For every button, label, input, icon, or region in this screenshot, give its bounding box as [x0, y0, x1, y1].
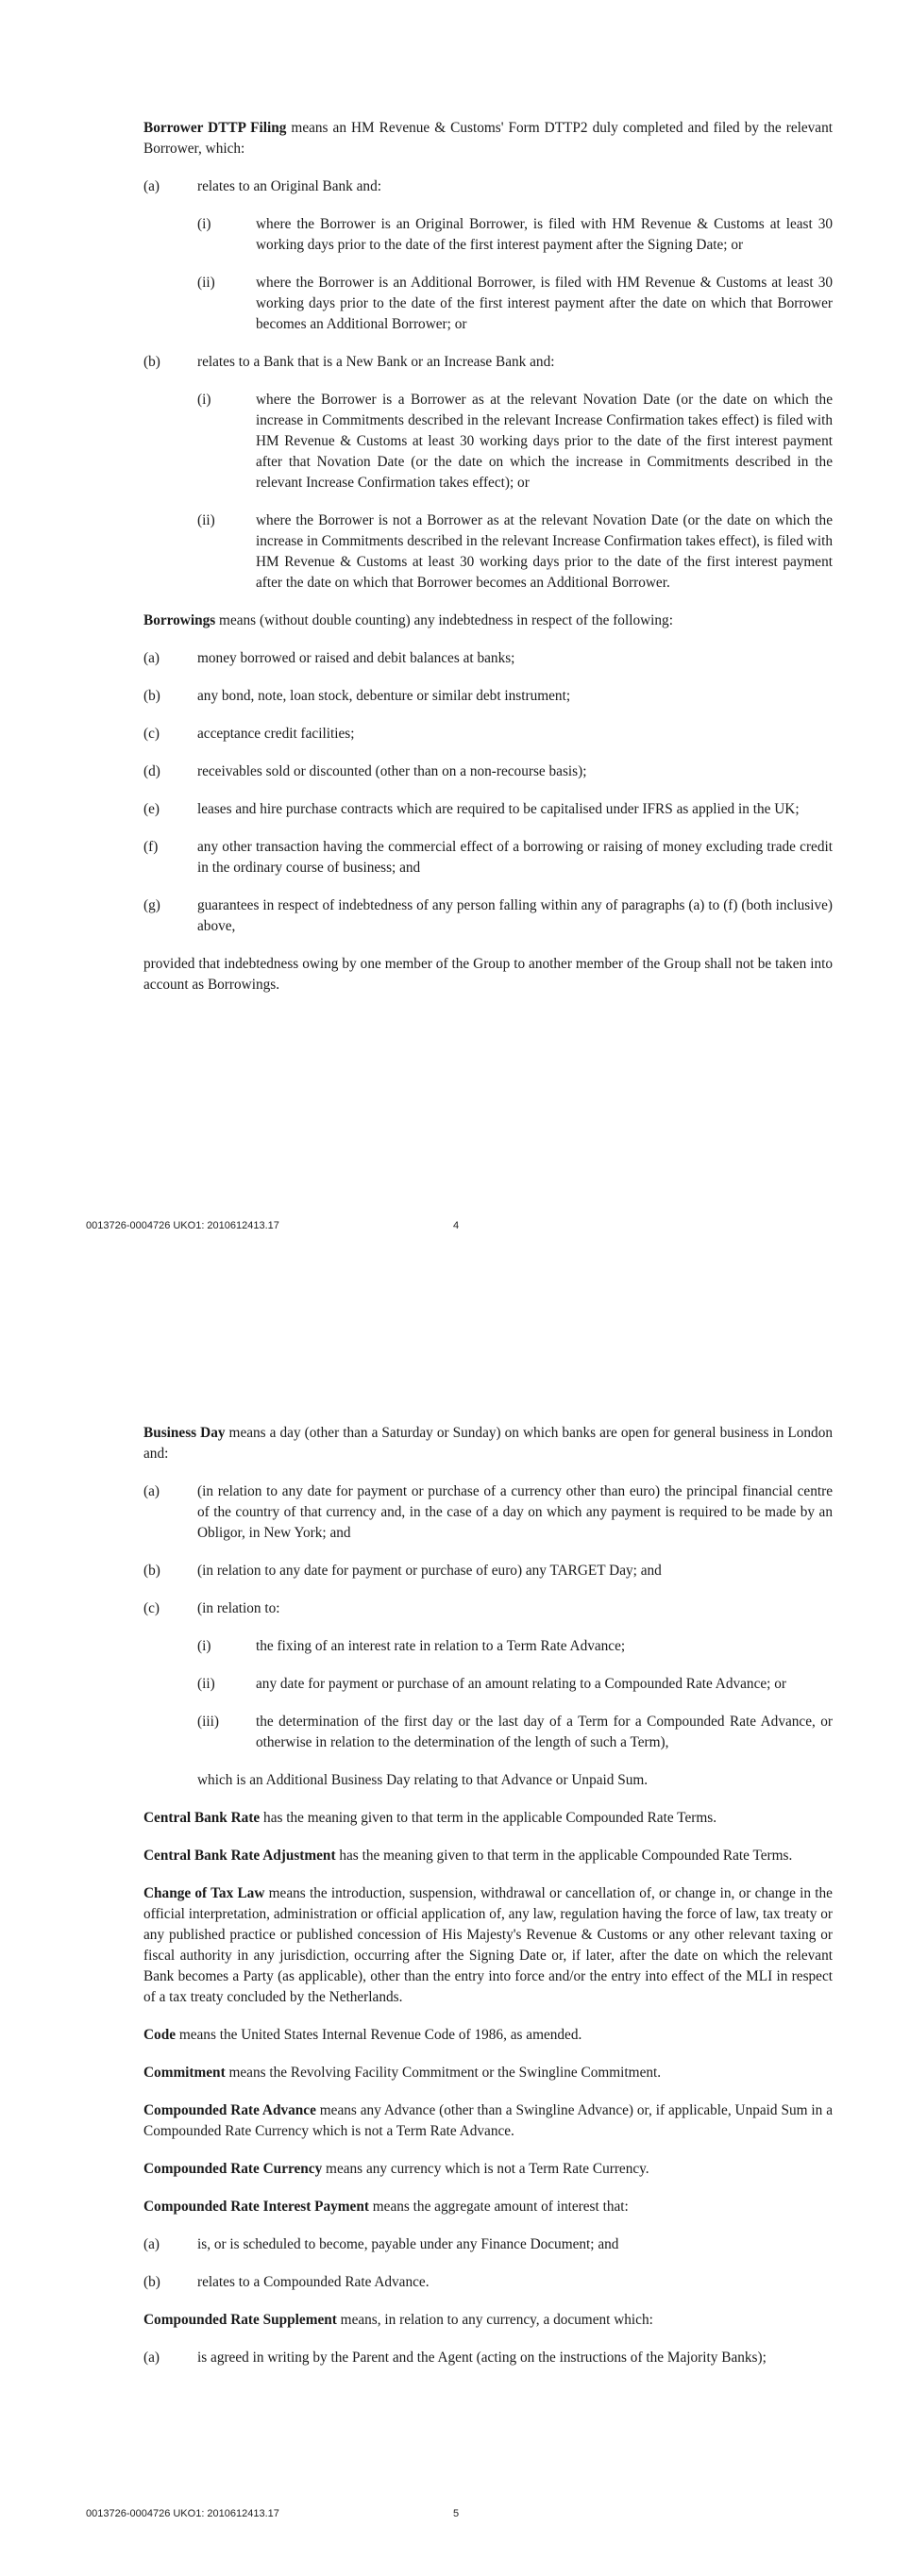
- item-label: (d): [143, 763, 160, 779]
- sub-item-text: where the Borrower is a Borrower as at the relevant Novation Date (or the date on which the increase in Commitments described in the relevant Increase Confirmation takes effect) is filed with HM Revenue & Customs at least 30 working days prior to the date of the first interest payment after that Novation Date (or the date on which the increase in Commitments described in the relevant Increase Confirmation takes effect); or: [256, 392, 833, 491]
- sub-item: [143, 390, 833, 493]
- defined-term: Compounded Rate Supplement: [143, 2312, 337, 2328]
- definition-text: has the meaning given to that term in the applicable Compounded Rate Terms.: [260, 1810, 717, 1826]
- list-item: [143, 1598, 833, 1619]
- sub-item-label: (i): [197, 392, 211, 408]
- list-item: [143, 799, 833, 820]
- document-reference: 0013726-0004726 UKO1: 2010612413.17: [86, 2508, 279, 2519]
- list-item: [143, 2234, 833, 2255]
- definition-text: means, in relation to any currency, a document which:: [336, 2312, 653, 2328]
- item-label: (c): [143, 726, 160, 742]
- page-5-body: [143, 1423, 833, 2385]
- sub-item: [143, 273, 833, 335]
- list-item: [143, 1481, 833, 1544]
- definition-code: [143, 2025, 833, 2046]
- item-text: (in relation to:: [197, 1600, 280, 1616]
- list-item: [143, 1561, 833, 1581]
- page-footer: [86, 2508, 558, 2523]
- sub-item-text: any date for payment or purchase of an amount relating to a Compounded Rate Advance; or: [256, 1676, 786, 1692]
- list-item: [143, 352, 833, 373]
- sub-item-text: where the Borrower is an Additional Borrower, is filed with HM Revenue & Customs at least 30 working days prior to the date of the first interest payment after the date on which that Borrower becomes an Additional Borrower; or: [256, 275, 833, 332]
- sub-item: [143, 1712, 833, 1753]
- item-label: (a): [143, 2350, 160, 2366]
- definition-text: means any Advance (other than a Swingline Advance) or, if applicable, Unpaid Sum in a Compounded Rate Currency which is not a Term Rate Advance.: [143, 2102, 834, 2139]
- page-footer: [86, 1220, 558, 1235]
- borrowings-proviso: provided that indebtedness owing by one member of the Group to another member of the Group shall not be taken into account as Borrowings.: [143, 956, 833, 993]
- definition-business-day: [143, 1423, 833, 1464]
- sub-item-text: the determination of the first day or the last day of a Term for a Compounded Rate Advance, or otherwise in relation to the determination of the length of such a Term),: [256, 1714, 833, 1750]
- defined-term: Code: [143, 2027, 176, 2043]
- defined-term: Borrower DTTP Filing: [143, 120, 287, 136]
- definition-text: means (without double counting) any indebtedness in respect of the following:: [215, 612, 673, 628]
- list-item: [143, 2348, 833, 2368]
- item-label: (a): [143, 2236, 160, 2252]
- item-label: (a): [143, 178, 160, 194]
- definition-compounded-rate-supplement: [143, 2310, 833, 2331]
- item-text: any other transaction having the commercial effect of a borrowing or raising of money excluding trade credit in the ordinary course of business; and: [197, 839, 833, 876]
- item-label: (e): [143, 801, 160, 817]
- sub-item-label: (i): [197, 216, 211, 232]
- item-text: leases and hire purchase contracts which are required to be capitalised under IFRS as applied in the UK;: [197, 801, 800, 817]
- sub-item-text: the fixing of an interest rate in relation to a Term Rate Advance;: [256, 1638, 626, 1654]
- list-item: [143, 648, 833, 669]
- definition-central-bank-rate: [143, 1808, 833, 1829]
- document-reference: 0013726-0004726 UKO1: 2010612413.17: [86, 1220, 279, 1231]
- list-item: [143, 761, 833, 782]
- sub-item-text: where the Borrower is not a Borrower as at the relevant Novation Date (or the date on which the increase in Commitments described in the relevant Increase Confirmation takes effect), is filed with HM Revenue & Customs at least 30 working days prior to the date of the first interest payment after the date on which that Borrower becomes an Additional Borrower.: [256, 512, 833, 591]
- document-page-5: [0, 1288, 910, 2576]
- item-text: (in relation to any date for payment or purchase of a currency other than euro) the principal financial centre of the country of that currency and, in the case of a day on which any payment is required to be made by an Obligor, in New York; and: [197, 1483, 833, 1541]
- sub-item-label: (ii): [197, 1676, 215, 1692]
- definition-text: has the meaning given to that term in the applicable Compounded Rate Terms.: [335, 1848, 793, 1864]
- item-text: relates to a Bank that is a New Bank or an Increase Bank and:: [197, 354, 555, 370]
- defined-term: Compounded Rate Currency: [143, 2161, 323, 2177]
- sub-item: [143, 1674, 833, 1695]
- definition-compounded-rate-interest-payment: [143, 2197, 833, 2217]
- item-text: is agreed in writing by the Parent and the Agent (acting on the instructions of the Majority Banks);: [197, 2350, 767, 2366]
- defined-term: Business Day: [143, 1425, 226, 1441]
- definition-change-of-tax-law: [143, 1883, 833, 2008]
- item-label: (g): [143, 897, 160, 913]
- defined-term: Central Bank Rate Adjustment: [143, 1848, 336, 1864]
- item-text: (in relation to any date for payment or purchase of euro) any TARGET Day; and: [197, 1563, 662, 1579]
- definition-text: means the United States Internal Revenue Code of 1986, as amended.: [176, 2027, 582, 2043]
- item-label: (f): [143, 839, 159, 855]
- item-text: receivables sold or discounted (other than on a non-recourse basis);: [197, 763, 587, 779]
- definition-text: means the Revolving Facility Commitment or the Swingline Commitment.: [225, 2065, 662, 2081]
- sub-item: [143, 1636, 833, 1657]
- list-item: [143, 724, 833, 744]
- item-label: (c): [143, 1600, 160, 1616]
- defined-term: Change of Tax Law: [143, 1885, 265, 1901]
- definition-text: means an HM Revenue & Customs' Form DTTP2 duly completed and filed by the relevant Borrower, which:: [143, 120, 833, 157]
- defined-term: Borrowings: [143, 612, 216, 628]
- definition-central-bank-rate-adjustment: [143, 1846, 833, 1866]
- item-text: acceptance credit facilities;: [197, 726, 355, 742]
- item-label: (b): [143, 354, 160, 370]
- sub-item: [143, 214, 833, 256]
- definition-commitment: [143, 2063, 833, 2083]
- definition-text: means the introduction, suspension, withdrawal or cancellation of, or change in, or change in the official interpretation, administration or official application of, any law, regulation having the force of law, tax treaty or any published practice or published concession of His Majesty's Revenue & Customs or any other relevant taxing or fiscal authority in any jurisdiction, occurring after the Signing Date or, if later, after the date on which the relevant Bank becomes a Party (as applicable), other than the entry into force and/or the entry into effect of the MLI in respect of a tax treaty concluded by the Netherlands.: [143, 1885, 833, 2005]
- item-label: (b): [143, 1563, 160, 1579]
- item-text: relates to a Compounded Rate Advance.: [197, 2274, 430, 2290]
- defined-term: Compounded Rate Advance: [143, 2102, 316, 2118]
- list-item: [143, 686, 833, 707]
- sub-item-label: (i): [197, 1638, 211, 1654]
- sub-item-text: where the Borrower is an Original Borrower, is filed with HM Revenue & Customs at least 30 working days prior to the date of the first interest payment after the Signing Date; or: [256, 216, 833, 253]
- business-day-tail: which is an Additional Business Day relating to that Advance or Unpaid Sum.: [197, 1772, 649, 1788]
- sub-item: [143, 510, 833, 594]
- definition-compounded-rate-currency: [143, 2159, 833, 2180]
- item-text: any bond, note, loan stock, debenture or similar debt instrument;: [197, 688, 571, 704]
- item-label: (a): [143, 650, 160, 666]
- definition-text: means any currency which is not a Term Rate Currency.: [322, 2161, 649, 2177]
- item-text: money borrowed or raised and debit balances at banks;: [197, 650, 515, 666]
- list-item: [143, 837, 833, 878]
- definition-text: means the aggregate amount of interest that:: [368, 2199, 629, 2215]
- item-label: (a): [143, 1483, 160, 1499]
- definition-compounded-rate-advance: [143, 2100, 833, 2142]
- item-label: (b): [143, 688, 160, 704]
- item-label: (b): [143, 2274, 160, 2290]
- defined-term: Central Bank Rate: [143, 1810, 261, 1826]
- item-text: guarantees in respect of indebtedness of any person falling within any of paragraphs (a) to (f) (both inclusive) above,: [197, 897, 833, 934]
- list-item: [143, 895, 833, 937]
- item-text: relates to an Original Bank and:: [197, 178, 381, 194]
- list-item: [143, 176, 833, 197]
- page-number: 4: [453, 1220, 460, 1231]
- sub-item-label: (ii): [197, 512, 215, 528]
- sub-item-label: (iii): [197, 1714, 219, 1730]
- defined-term: Compounded Rate Interest Payment: [143, 2199, 369, 2215]
- definition-borrowings: [143, 611, 833, 631]
- item-text: is, or is scheduled to become, payable under any Finance Document; and: [197, 2236, 619, 2252]
- sub-item-label: (ii): [197, 275, 215, 291]
- page-number: 5: [453, 2508, 460, 2519]
- definition-text: means a day (other than a Saturday or Sunday) on which banks are open for general business in London and:: [143, 1425, 833, 1462]
- page-4-body: [143, 118, 833, 1012]
- definition-borrower-dttp-filing: [143, 118, 833, 159]
- defined-term: Commitment: [143, 2065, 226, 2081]
- list-item: [143, 2272, 833, 2293]
